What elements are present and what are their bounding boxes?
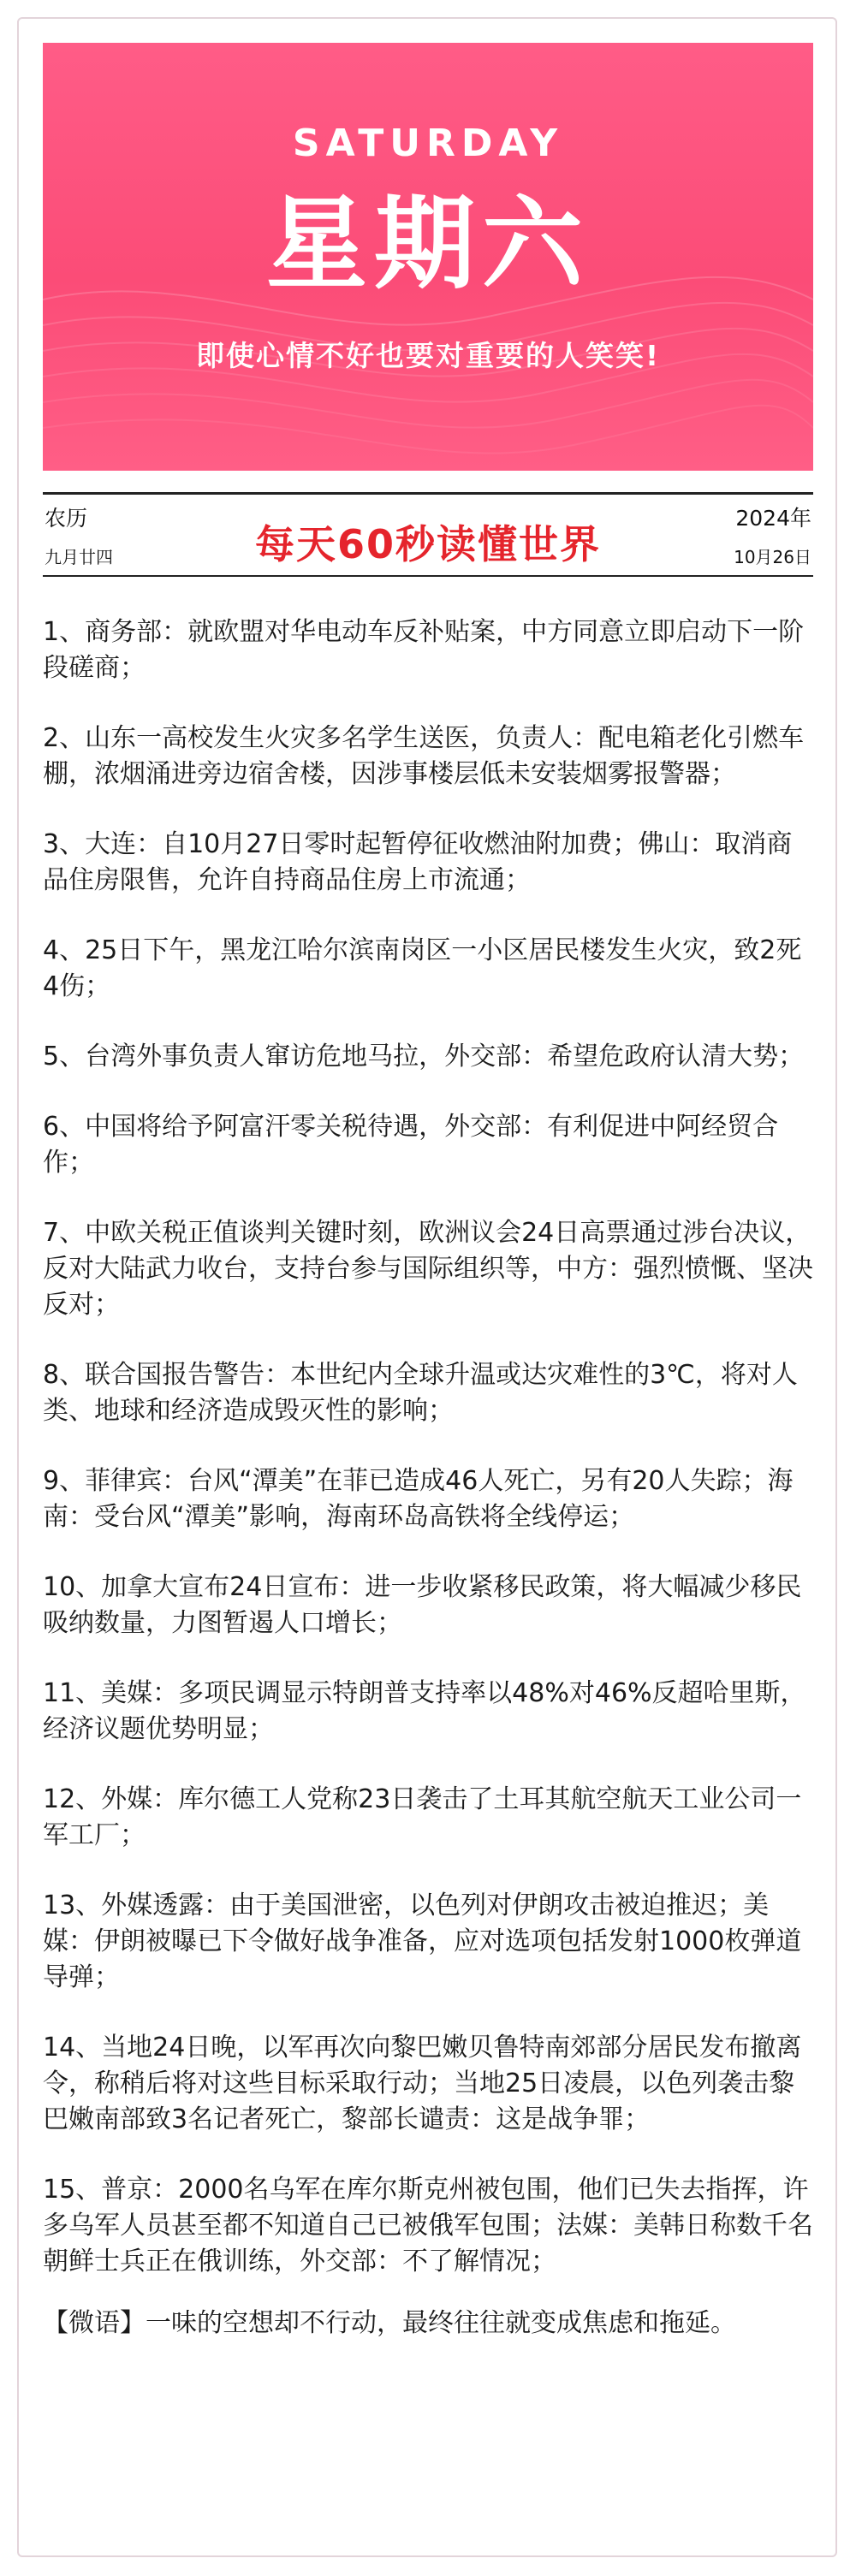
- weekday-english: SATURDAY: [292, 122, 564, 165]
- daily-quote: 【微语】一味的空想却不行动，最终往往就变成焦虑和拖延。: [43, 2308, 736, 2338]
- news-item-14: 14、当地24日晚，以军再次向黎巴嫩贝鲁特南郊部分居民发布撤离令，称稍后将对这些目标采取行动；当地25日凌晨，以色列袭击黎巴嫩南部致3名记者死亡，黎部长谴责：这是战争罪；: [43, 2033, 802, 2134]
- month-day-label: 10月26日: [734, 547, 811, 567]
- lunar-date: 九月廿四: [45, 547, 113, 567]
- news-item-13: 13、外媒透露：由于美国泄密，以色列对伊朗攻击被迫推迟；美媒：伊朗被曝已下令做好战争准备，应对选项包括发射1000枚弹道导弹；: [43, 1890, 802, 1992]
- header-banner: [43, 43, 813, 471]
- news-list: [43, 614, 813, 2367]
- news-item-5: 5、台湾外事负责人窜访危地马拉，外交部：希望危政府认清大势；: [43, 1042, 805, 1071]
- news-item-4: 4、25日下午，黑龙江哈尔滨南岗区一小区居民楼发生火灾，致2死4伤；: [43, 935, 802, 1001]
- daily-motto: 即使心情不好也要对重要的人笑笑!: [195, 339, 661, 372]
- news-item-12: 12、外媒：库尔德工人党称23日袭击了土耳其航空航天工业公司一军工厂；: [43, 1784, 802, 1850]
- news-item-1: 1、商务部：就欧盟对华电动车反补贴案，中方同意立即启动下一阶段磋商；: [43, 617, 805, 683]
- year-label: 2024年: [735, 506, 811, 531]
- bottom-divider: [43, 575, 813, 577]
- weekday-chinese: 星期六: [265, 185, 590, 303]
- news-item-7: 7、中欧关税正值谈判关键时刻，欧洲议会24日高票通过涉台决议，反对大陆武力收台，支持台参与国际组织等，中方：强烈愤慨、坚决反对；: [43, 1218, 813, 1320]
- page-title: 每天60秒读懂世界: [254, 521, 601, 567]
- lunar-label: 农历: [45, 506, 88, 531]
- news-item-6: 6、中国将给予阿富汗零关税待遇，外交部：有利促进中阿经贸合作；: [43, 1112, 779, 1178]
- news-item-2: 2、山东一高校发生火灾多名学生送医，负责人：配电箱老化引燃车棚，浓烟涌进旁边宿舍楼，因涉事楼层低未安装烟雾报警器；: [43, 723, 805, 789]
- top-divider: [43, 492, 813, 495]
- news-item-15: 15、普京：2000名乌军在库尔斯克州被包围，他们已失去指挥，许多乌军人员甚至都不知道自己已被俄军包围；法媒：美韩日称数千名朝鲜士兵正在俄训练，外交部：不了解情况；: [43, 2175, 813, 2276]
- news-item-10: 10、加拿大宣布24日宣布：进一步收紧移民政策，将大幅减少移民吸纳数量，力图暂遏人口增长；: [43, 1572, 802, 1638]
- news-item-3: 3、大连：自10月27日零时起暂停征收燃油附加费；佛山：取消商品住房限售，允许自持商品住房上市流通；: [43, 829, 793, 895]
- news-item-9: 9、菲律宾：台风“潭美”在菲已造成46人死亡，另有20人失踪；海南：受台风“潭美”影响，海南环岛高铁将全线停运；: [43, 1466, 794, 1532]
- news-item-8: 8、联合国报告警告：本世纪内全球升温或达灾难性的3℃，将对人类、地球和经济造成毁灭性的影响；: [43, 1360, 798, 1426]
- news-item-11: 11、美媒：多项民调显示特朗普支持率以48%对46%反超哈里斯，经济议题优势明显；: [43, 1678, 806, 1744]
